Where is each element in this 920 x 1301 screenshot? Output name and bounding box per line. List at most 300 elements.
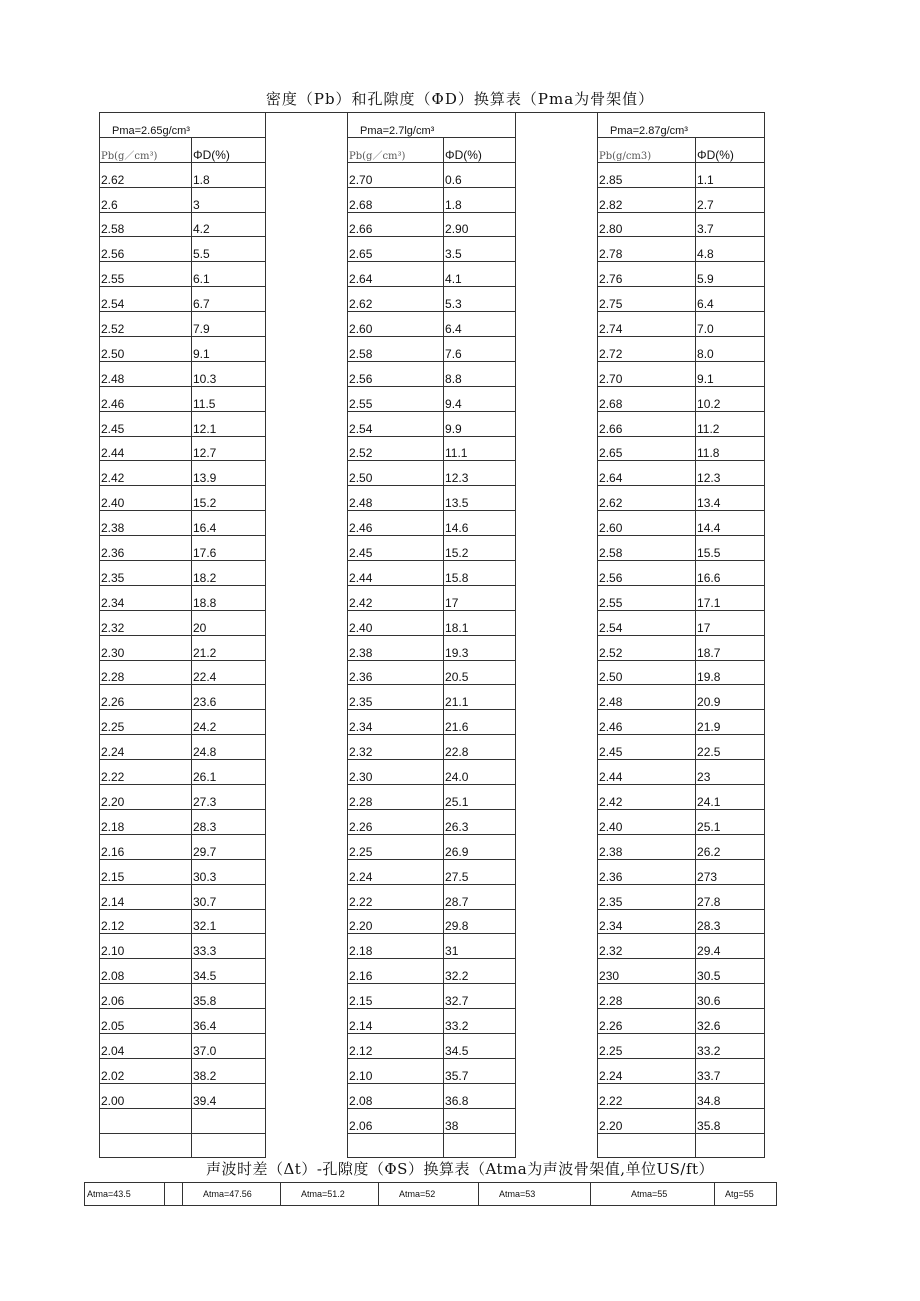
density-cell: 2.38 xyxy=(598,834,696,859)
density-cell: 2.40 xyxy=(100,486,192,511)
porosity-cell: 19.8 xyxy=(696,660,765,685)
density-cell: 2.20 xyxy=(598,1108,696,1133)
porosity-cell: 15.8 xyxy=(444,561,516,586)
density-cell: 2.40 xyxy=(348,610,444,635)
porosity-cell xyxy=(444,1133,516,1158)
density-cell: 2.85 xyxy=(598,162,696,187)
table-row xyxy=(100,561,765,586)
gap-cell xyxy=(516,113,598,1158)
density-cell: 2.32 xyxy=(348,735,444,760)
table-row xyxy=(100,660,765,685)
porosity-cell: 18.2 xyxy=(192,561,266,586)
density-cell: 2.14 xyxy=(348,1009,444,1034)
density-cell: 2.68 xyxy=(348,187,444,212)
density-cell: 2.78 xyxy=(598,237,696,262)
table-row xyxy=(100,610,765,635)
porosity-cell: 31 xyxy=(444,934,516,959)
density-cell: 2.60 xyxy=(598,511,696,536)
table-header-row xyxy=(100,113,765,138)
porosity-cell: 33.3 xyxy=(192,934,266,959)
porosity-cell: 16.4 xyxy=(192,511,266,536)
porosity-cell: 19.3 xyxy=(444,635,516,660)
table-row xyxy=(100,361,765,386)
porosity-cell: 34.5 xyxy=(192,959,266,984)
porosity-cell: 35.8 xyxy=(192,984,266,1009)
porosity-cell: 17 xyxy=(444,585,516,610)
porosity-cell: 35.8 xyxy=(696,1108,765,1133)
density-cell: 2.55 xyxy=(100,262,192,287)
porosity-cell: 34.5 xyxy=(444,1033,516,1058)
density-cell: 2.44 xyxy=(348,561,444,586)
porosity-cell: 32.7 xyxy=(444,984,516,1009)
density-cell: 2.08 xyxy=(348,1083,444,1108)
density-cell xyxy=(348,1133,444,1158)
density-cell: 2.34 xyxy=(348,710,444,735)
density-cell: 2.75 xyxy=(598,287,696,312)
table-row xyxy=(100,685,765,710)
density-cell: 2.34 xyxy=(598,909,696,934)
table-row xyxy=(100,1108,765,1133)
table-row xyxy=(100,536,765,561)
sonic-cell: Atma=52 xyxy=(379,1183,479,1206)
density-cell: 2.10 xyxy=(348,1058,444,1083)
density-cell: 2.72 xyxy=(598,337,696,362)
sonic-cell: Atma=53 xyxy=(479,1183,591,1206)
density-cell: 2.42 xyxy=(100,461,192,486)
column-header-pb: Pb(g/cm3) xyxy=(598,137,696,162)
porosity-cell: 28.3 xyxy=(192,809,266,834)
porosity-cell: 6.4 xyxy=(696,287,765,312)
column-header-phi: ΦD(%) xyxy=(444,137,516,162)
table-row xyxy=(100,934,765,959)
density-cell: 2.58 xyxy=(100,212,192,237)
porosity-cell: 273 xyxy=(696,859,765,884)
density-cell: 2.16 xyxy=(348,959,444,984)
density-cell: 2.32 xyxy=(100,610,192,635)
porosity-cell: 22.8 xyxy=(444,735,516,760)
table-row xyxy=(100,834,765,859)
table-row xyxy=(100,461,765,486)
porosity-cell: 3.5 xyxy=(444,237,516,262)
porosity-cell: 7.9 xyxy=(192,312,266,337)
density-block-header: Pma=2.7lg/cm³ xyxy=(348,113,516,138)
porosity-cell: 2.7 xyxy=(696,187,765,212)
porosity-cell: 10.2 xyxy=(696,386,765,411)
density-cell: 2.04 xyxy=(100,1033,192,1058)
density-cell: 2.48 xyxy=(100,361,192,386)
density-table-title: 密度（Pb）和孔隙度（ΦD）换算表（Pma为骨架值） xyxy=(265,90,655,108)
porosity-cell xyxy=(696,1133,765,1158)
porosity-cell xyxy=(192,1133,266,1158)
porosity-cell: 16.6 xyxy=(696,561,765,586)
density-cell: 2.68 xyxy=(598,386,696,411)
density-cell: 2.28 xyxy=(598,984,696,1009)
density-cell: 2.32 xyxy=(598,934,696,959)
porosity-cell: 13.4 xyxy=(696,486,765,511)
porosity-cell: 3 xyxy=(192,187,266,212)
porosity-cell: 14.4 xyxy=(696,511,765,536)
porosity-cell: 18.8 xyxy=(192,585,266,610)
porosity-cell: 35.7 xyxy=(444,1058,516,1083)
porosity-cell: 1.1 xyxy=(696,162,765,187)
porosity-cell: 11.8 xyxy=(696,436,765,461)
density-cell: 2.12 xyxy=(348,1033,444,1058)
porosity-cell: 33.2 xyxy=(696,1033,765,1058)
density-cell: 2.24 xyxy=(598,1058,696,1083)
density-cell: 2.60 xyxy=(348,312,444,337)
density-cell: 2.05 xyxy=(100,1009,192,1034)
density-cell: 2.35 xyxy=(100,561,192,586)
sonic-cell: Atma=43.5 xyxy=(85,1183,165,1206)
table-row xyxy=(100,585,765,610)
density-cell: 2.08 xyxy=(100,959,192,984)
table-row xyxy=(100,884,765,909)
porosity-cell: 21.1 xyxy=(444,685,516,710)
table-row xyxy=(100,809,765,834)
table-row xyxy=(100,312,765,337)
table-row xyxy=(100,635,765,660)
density-cell: 2.44 xyxy=(598,760,696,785)
density-cell: 230 xyxy=(598,959,696,984)
table-row xyxy=(100,1009,765,1034)
density-cell: 2.36 xyxy=(100,536,192,561)
density-cell: 2.24 xyxy=(348,859,444,884)
density-cell: 2.24 xyxy=(100,735,192,760)
density-cell: 2.42 xyxy=(598,785,696,810)
porosity-cell: 21.2 xyxy=(192,635,266,660)
porosity-cell: 5.5 xyxy=(192,237,266,262)
table-row xyxy=(100,760,765,785)
density-cell: 2.20 xyxy=(100,785,192,810)
sonic-row xyxy=(85,1183,777,1206)
porosity-cell: 12.3 xyxy=(696,461,765,486)
table-row xyxy=(100,1083,765,1108)
porosity-cell: 4.2 xyxy=(192,212,266,237)
density-cell: 2.02 xyxy=(100,1058,192,1083)
density-cell: 2.35 xyxy=(598,884,696,909)
density-cell: 2.52 xyxy=(598,635,696,660)
table-row xyxy=(100,735,765,760)
density-cell: 2.15 xyxy=(348,984,444,1009)
porosity-cell: 39.4 xyxy=(192,1083,266,1108)
porosity-cell: 1.8 xyxy=(444,187,516,212)
porosity-cell: 26.2 xyxy=(696,834,765,859)
table-row xyxy=(100,785,765,810)
porosity-cell: 11.1 xyxy=(444,436,516,461)
porosity-cell: 5.9 xyxy=(696,262,765,287)
table-row xyxy=(100,411,765,436)
porosity-cell: 9.9 xyxy=(444,411,516,436)
porosity-cell: 33.7 xyxy=(696,1058,765,1083)
porosity-cell: 10.3 xyxy=(192,361,266,386)
porosity-cell: 30.5 xyxy=(696,959,765,984)
density-cell: 2.54 xyxy=(348,411,444,436)
density-cell: 2.48 xyxy=(348,486,444,511)
porosity-cell: 7.6 xyxy=(444,337,516,362)
porosity-cell: 6.7 xyxy=(192,287,266,312)
table-row xyxy=(100,1133,765,1158)
table-row xyxy=(100,486,765,511)
density-cell xyxy=(100,1133,192,1158)
density-cell: 2.38 xyxy=(100,511,192,536)
sonic-porosity-table xyxy=(84,1182,777,1206)
porosity-cell: 12.3 xyxy=(444,461,516,486)
porosity-cell: 14.6 xyxy=(444,511,516,536)
density-cell: 2.26 xyxy=(348,809,444,834)
density-cell: 2.36 xyxy=(348,660,444,685)
sonic-table-title: 声波时差（Δt）-孔隙度（ΦS）换算表（Atma为声波骨架值,单位US/ft） xyxy=(205,1160,715,1178)
density-cell: 2.74 xyxy=(598,312,696,337)
density-cell: 2.76 xyxy=(598,262,696,287)
table-row xyxy=(100,337,765,362)
porosity-cell: 24.0 xyxy=(444,760,516,785)
density-cell: 2.48 xyxy=(598,685,696,710)
table-row xyxy=(100,436,765,461)
porosity-cell: 18.1 xyxy=(444,610,516,635)
porosity-cell: 9.1 xyxy=(192,337,266,362)
density-cell: 2.22 xyxy=(598,1083,696,1108)
porosity-cell: 24.8 xyxy=(192,735,266,760)
table-row xyxy=(100,984,765,1009)
density-cell: 2.54 xyxy=(100,287,192,312)
column-header-pb: Pb(g／cm³) xyxy=(100,137,192,162)
porosity-cell: 36.4 xyxy=(192,1009,266,1034)
porosity-cell: 26.9 xyxy=(444,834,516,859)
density-cell: 2.44 xyxy=(100,436,192,461)
porosity-cell: 8.8 xyxy=(444,361,516,386)
table-row xyxy=(100,710,765,735)
density-cell: 2.50 xyxy=(100,337,192,362)
porosity-cell: 6.4 xyxy=(444,312,516,337)
porosity-cell: 0.6 xyxy=(444,162,516,187)
porosity-cell: 5.3 xyxy=(444,287,516,312)
density-cell: 2.28 xyxy=(100,660,192,685)
porosity-cell: 15.5 xyxy=(696,536,765,561)
density-cell: 2.62 xyxy=(348,287,444,312)
sonic-cell: Atg=55 xyxy=(715,1183,777,1206)
column-header-phi: ΦD(%) xyxy=(192,137,266,162)
table-row xyxy=(100,511,765,536)
density-cell: 2.46 xyxy=(100,386,192,411)
density-cell: 2.58 xyxy=(348,337,444,362)
density-cell: 2.10 xyxy=(100,934,192,959)
density-cell: 2.45 xyxy=(100,411,192,436)
porosity-cell: 9.1 xyxy=(696,361,765,386)
porosity-cell: 22.5 xyxy=(696,735,765,760)
density-cell: 2.70 xyxy=(348,162,444,187)
porosity-cell: 30.3 xyxy=(192,859,266,884)
table-row xyxy=(100,386,765,411)
density-cell: 2.16 xyxy=(100,834,192,859)
density-cell: 2.30 xyxy=(100,635,192,660)
porosity-cell: 29.4 xyxy=(696,934,765,959)
table-row xyxy=(100,959,765,984)
table-row xyxy=(100,1033,765,1058)
porosity-cell: 20 xyxy=(192,610,266,635)
density-cell: 2.54 xyxy=(598,610,696,635)
density-cell: 2.6 xyxy=(100,187,192,212)
porosity-cell: 27.8 xyxy=(696,884,765,909)
density-cell: 2.62 xyxy=(598,486,696,511)
density-cell: 2.36 xyxy=(598,859,696,884)
density-cell: 2.30 xyxy=(348,760,444,785)
porosity-cell: 4.1 xyxy=(444,262,516,287)
density-cell: 2.25 xyxy=(100,710,192,735)
density-cell: 2.00 xyxy=(100,1083,192,1108)
column-header-pb: Pb(g／cm³) xyxy=(348,137,444,162)
porosity-cell: 38.2 xyxy=(192,1058,266,1083)
density-cell: 2.26 xyxy=(598,1009,696,1034)
porosity-cell: 32.2 xyxy=(444,959,516,984)
porosity-cell: 3.7 xyxy=(696,212,765,237)
density-cell: 2.25 xyxy=(348,834,444,859)
density-cell: 2.52 xyxy=(100,312,192,337)
porosity-cell: 20.5 xyxy=(444,660,516,685)
table-row xyxy=(100,859,765,884)
density-cell: 2.46 xyxy=(598,710,696,735)
density-cell: 2.66 xyxy=(598,411,696,436)
porosity-cell xyxy=(192,1108,266,1133)
density-cell: 2.26 xyxy=(100,685,192,710)
density-block-header: Pma=2.65g/cm³ xyxy=(100,113,266,138)
density-cell: 2.06 xyxy=(348,1108,444,1133)
density-cell: 2.82 xyxy=(598,187,696,212)
density-cell: 2.42 xyxy=(348,585,444,610)
porosity-cell: 21.9 xyxy=(696,710,765,735)
porosity-cell: 33.2 xyxy=(444,1009,516,1034)
porosity-cell: 2.90 xyxy=(444,212,516,237)
density-cell: 2.58 xyxy=(598,536,696,561)
porosity-cell: 12.1 xyxy=(192,411,266,436)
density-cell: 2.18 xyxy=(100,809,192,834)
porosity-cell: 26.1 xyxy=(192,760,266,785)
porosity-cell: 37.0 xyxy=(192,1033,266,1058)
density-cell: 2.62 xyxy=(100,162,192,187)
density-cell: 2.56 xyxy=(100,237,192,262)
porosity-cell: 30.6 xyxy=(696,984,765,1009)
porosity-cell: 1.8 xyxy=(192,162,266,187)
porosity-cell: 9.4 xyxy=(444,386,516,411)
density-cell: 2.40 xyxy=(598,809,696,834)
porosity-cell: 20.9 xyxy=(696,685,765,710)
porosity-cell: 17 xyxy=(696,610,765,635)
density-cell: 2.25 xyxy=(598,1033,696,1058)
density-cell: 2.22 xyxy=(100,760,192,785)
density-cell: 2.35 xyxy=(348,685,444,710)
density-cell: 2.45 xyxy=(598,735,696,760)
density-cell: 2.64 xyxy=(348,262,444,287)
porosity-cell: 6.1 xyxy=(192,262,266,287)
density-cell: 2.46 xyxy=(348,511,444,536)
porosity-cell: 17.6 xyxy=(192,536,266,561)
porosity-cell: 27.3 xyxy=(192,785,266,810)
porosity-cell: 11.2 xyxy=(696,411,765,436)
porosity-cell: 17.1 xyxy=(696,585,765,610)
porosity-cell: 21.6 xyxy=(444,710,516,735)
density-cell: 2.52 xyxy=(348,436,444,461)
density-cell: 2.66 xyxy=(348,212,444,237)
porosity-cell: 8.0 xyxy=(696,337,765,362)
porosity-cell: 32.6 xyxy=(696,1009,765,1034)
table-row xyxy=(100,287,765,312)
table-row xyxy=(100,212,765,237)
porosity-cell: 7.0 xyxy=(696,312,765,337)
porosity-cell: 29.7 xyxy=(192,834,266,859)
density-cell: 2.56 xyxy=(348,361,444,386)
density-cell: 2.50 xyxy=(598,660,696,685)
porosity-cell: 13.9 xyxy=(192,461,266,486)
porosity-cell: 25.1 xyxy=(444,785,516,810)
density-cell: 2.18 xyxy=(348,934,444,959)
porosity-cell: 25.1 xyxy=(696,809,765,834)
column-header-phi: ΦD(%) xyxy=(696,137,765,162)
density-block-header: Pma=2.87g/cm³ xyxy=(598,113,765,138)
porosity-cell: 34.8 xyxy=(696,1083,765,1108)
density-cell: 2.20 xyxy=(348,909,444,934)
porosity-cell: 23 xyxy=(696,760,765,785)
density-cell: 2.50 xyxy=(348,461,444,486)
density-cell: 2.80 xyxy=(598,212,696,237)
table-row xyxy=(100,262,765,287)
porosity-cell: 23.6 xyxy=(192,685,266,710)
density-cell: 2.70 xyxy=(598,361,696,386)
porosity-cell: 30.7 xyxy=(192,884,266,909)
density-cell xyxy=(100,1108,192,1133)
porosity-cell: 22.4 xyxy=(192,660,266,685)
porosity-cell: 11.5 xyxy=(192,386,266,411)
density-cell: 2.65 xyxy=(348,237,444,262)
porosity-cell: 13.5 xyxy=(444,486,516,511)
table-row xyxy=(100,1058,765,1083)
density-cell xyxy=(598,1133,696,1158)
density-cell: 2.34 xyxy=(100,585,192,610)
table-row xyxy=(100,237,765,262)
density-cell: 2.38 xyxy=(348,635,444,660)
porosity-cell: 29.8 xyxy=(444,909,516,934)
porosity-cell: 15.2 xyxy=(192,486,266,511)
porosity-cell: 26.3 xyxy=(444,809,516,834)
density-cell: 2.65 xyxy=(598,436,696,461)
density-cell: 2.06 xyxy=(100,984,192,1009)
sonic-cell: Atma=51.2 xyxy=(281,1183,379,1206)
porosity-cell: 4.8 xyxy=(696,237,765,262)
porosity-cell: 24.1 xyxy=(696,785,765,810)
density-cell: 2.55 xyxy=(348,386,444,411)
sonic-cell: Atma=55 xyxy=(591,1183,715,1206)
porosity-cell: 28.7 xyxy=(444,884,516,909)
table-row xyxy=(100,909,765,934)
density-cell: 2.14 xyxy=(100,884,192,909)
sonic-cell: Atma=47.56 xyxy=(183,1183,281,1206)
table-row xyxy=(100,162,765,187)
table-row xyxy=(100,187,765,212)
density-cell: 2.28 xyxy=(348,785,444,810)
porosity-cell: 15.2 xyxy=(444,536,516,561)
gap-cell xyxy=(266,113,348,1158)
density-cell: 2.12 xyxy=(100,909,192,934)
sonic-cell xyxy=(165,1183,183,1206)
porosity-cell: 27.5 xyxy=(444,859,516,884)
density-porosity-table xyxy=(99,112,765,1158)
porosity-cell: 36.8 xyxy=(444,1083,516,1108)
porosity-cell: 24.2 xyxy=(192,710,266,735)
density-cell: 2.55 xyxy=(598,585,696,610)
density-cell: 2.64 xyxy=(598,461,696,486)
porosity-cell: 38 xyxy=(444,1108,516,1133)
density-cell: 2.45 xyxy=(348,536,444,561)
porosity-cell: 18.7 xyxy=(696,635,765,660)
porosity-cell: 32.1 xyxy=(192,909,266,934)
